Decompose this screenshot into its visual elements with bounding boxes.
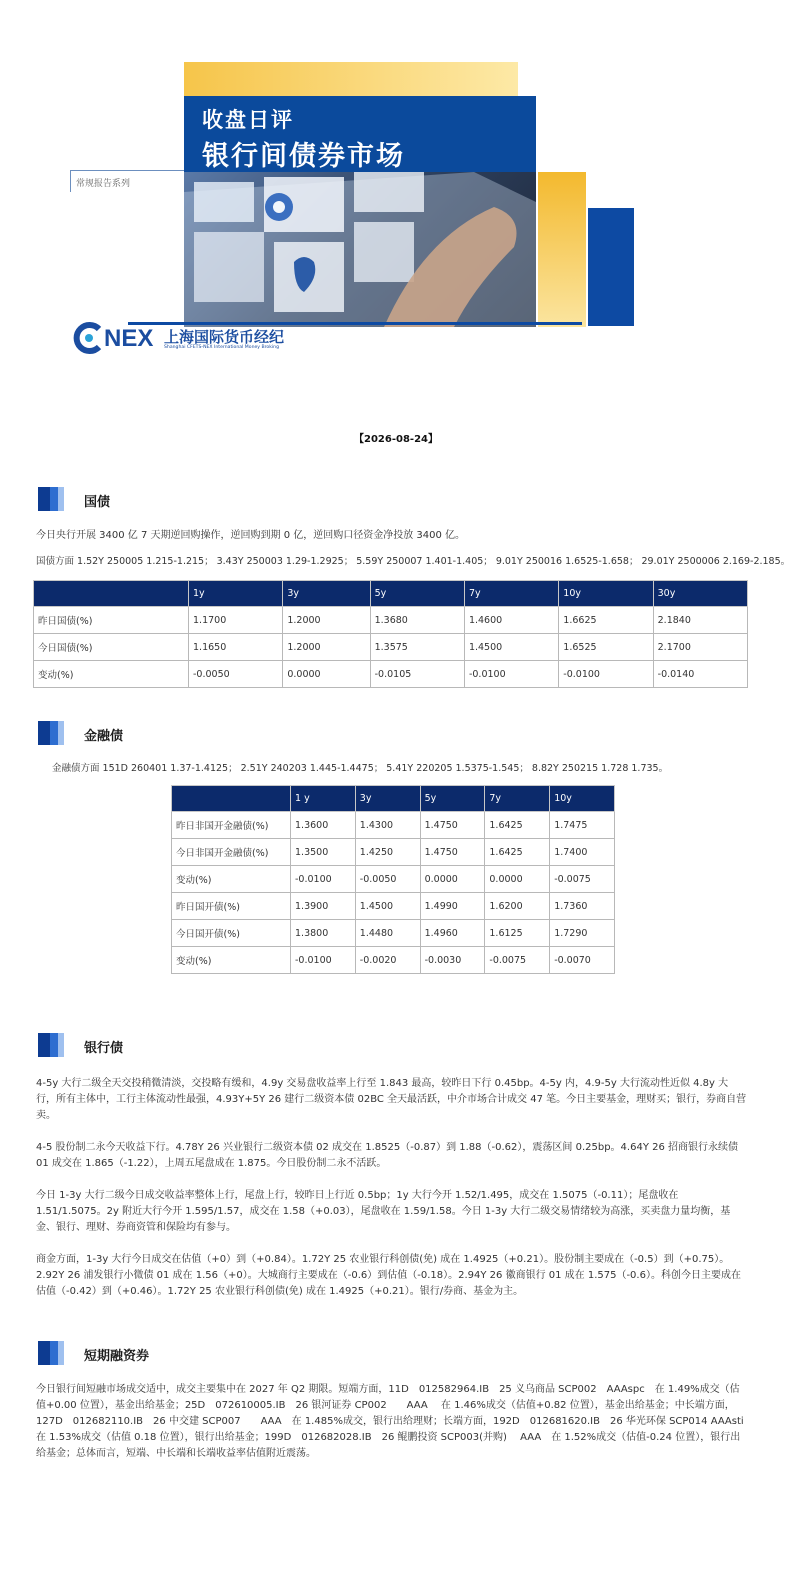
series-rule-vertical (70, 170, 71, 192)
table-row (172, 866, 615, 893)
cell: 1.4250 (355, 839, 420, 866)
cell: 0.0000 (485, 866, 550, 893)
cell: 0.0000 (283, 661, 370, 688)
cell: 1.3900 (291, 893, 356, 920)
govt-yield-table (33, 580, 748, 688)
cell: 1.7290 (550, 920, 615, 947)
bank-paragraph-3: 今日 1-3y 大行二级今日成交收益率整体上行，尾盘上行，较昨日上行近 0.5bp；1y 大行今开 1.52/1.495，成交在 1.5075（-0.11）；尾盘收在 1.51/1.5075。2y 附近大行今开 1.595/1.57，成交在 1.58（+0.03），尾盘收在 1.59/1.58。今日 1-3y 大行二级交易情绪较为高涨，买卖盘力量均衡，基金、银行、理财、券商资管和保险均有参与。 (36, 1190, 731, 1233)
cell: 1.1700 (189, 607, 283, 634)
cell: 1.7360 (550, 893, 615, 920)
table-row (172, 947, 615, 974)
cell: -0.0100 (291, 947, 356, 974)
govt-header-30y: 30y (653, 581, 747, 607)
row-label: 变动(%) (172, 866, 291, 893)
tablet-dashboard-image (184, 172, 536, 327)
cell: 1.4500 (355, 893, 420, 920)
cover-photo (184, 172, 536, 327)
logo-company-en: Shanghai CFETS-NEX International Money Broking (164, 345, 279, 350)
bank-paragraph-2: 4-5 股份制二永今天收益下行。4.78Y 26 兴业银行二级资本债 02 成交在 1.8525（-0.87）到 1.88（-0.62），震荡区间 0.25bp。4.64Y 26 招商银行永续债 01 成交在 1.865（-1.22），上周五尾盘成在 1.875。今日股份制二永不活跃。 (36, 1142, 739, 1169)
govt-header-3y: 3y (283, 581, 370, 607)
row-label: 昨日非国开金融债(%) (172, 812, 291, 839)
section-bar-icon (38, 1033, 66, 1057)
cell: 1.6425 (485, 839, 550, 866)
cell: 1.4300 (355, 812, 420, 839)
cell: -0.0105 (370, 661, 464, 688)
row-label: 今日非国开金融债(%) (172, 839, 291, 866)
section-bar-icon (38, 487, 66, 511)
bank-paragraph-4: 商金方面，1-3y 大行今日成交在估值（+0）到（+0.84）。1.72Y 25 农业银行科创债(免) 成在 1.4925（+0.21）。股份制主要成在（-0.5）到（+0.75）。2.92Y 26 浦发银行小微债 01 成在 1.56（+0）。大城商行主要成在（-0.6）到估值（-0.18）。2.94Y 26 徽商银行 01 成在 1.575（-0.6）。科创今日主要成在估值（-0.42）到（+0.46）。1.72Y 25 农业银行科创债(免) 成在 1.4925（+0.21）。银行/券商、基金为主。 (36, 1254, 741, 1297)
cell: 2.1700 (653, 634, 747, 661)
fin-header-3y: 3y (355, 786, 420, 812)
cell: -0.0100 (559, 661, 653, 688)
cell: 1.4960 (420, 920, 485, 947)
cell: -0.0100 (464, 661, 558, 688)
govt-header-7y: 7y (464, 581, 558, 607)
govt-paragraph-2: 国债方面 1.52Y 250005 1.215-1.215； 3.43Y 250003 1.29-1.2925； 5.59Y 250007 1.401-1.405； 9.01Y 250016 1.6525-1.658； 29.01Y 2500006 2.169-2.185。 (36, 556, 791, 567)
cell: 1.6200 (485, 893, 550, 920)
govt-header-10y: 10y (559, 581, 653, 607)
table-row (172, 812, 615, 839)
table-row (34, 661, 748, 688)
govt-header-1y: 1y (189, 581, 283, 607)
row-label: 变动(%) (172, 947, 291, 974)
cell: 1.6125 (485, 920, 550, 947)
cell: -0.0075 (485, 947, 550, 974)
section-title-short: 短期融资券 (84, 1349, 150, 1364)
logo-mark-icon (72, 322, 106, 354)
cell: 1.6625 (559, 607, 653, 634)
bank-paragraph-1: 4-5y 大行二级全天交投稍微清淡，交投略有缓和，4.9y 交易盘收益率上行至 1.843 最高，较昨日下行 0.45bp。4-5y 内，4.9-5y 大行流动性近似 4.8y 大行，所有主体中，工行主体流动性最强，4.93Y+5Y 26 建行二级资本债 02BC 全天最活跃，中介市场合计成交 47 笔。今日主要基金，理财买；银行，券商自营卖。 (36, 1078, 747, 1121)
fin-header-10y: 10y (550, 786, 615, 812)
report-date: 【2026-08-24】 (354, 434, 438, 445)
fin-paragraph-1: 金融债方面 151D 260401 1.37-1.4125； 2.51Y 240203 1.445-1.4475； 5.41Y 220205 1.5375-1.545； 8.82Y 250215 1.728 1.735。 (52, 763, 669, 774)
cell: 1.3800 (291, 920, 356, 947)
fin-header-7y: 7y (485, 786, 550, 812)
cell: 1.3680 (370, 607, 464, 634)
table-row (172, 920, 615, 947)
cell: 1.6525 (559, 634, 653, 661)
cell: -0.0050 (355, 866, 420, 893)
cell: 1.4600 (464, 607, 558, 634)
row-label: 今日国开债(%) (172, 920, 291, 947)
fin-header-1y: 1 y (291, 786, 356, 812)
cell: -0.0030 (420, 947, 485, 974)
section-title-govt: 国债 (84, 495, 111, 510)
row-label: 今日国债(%) (34, 634, 189, 661)
cell: -0.0070 (550, 947, 615, 974)
cell: 1.6425 (485, 812, 550, 839)
report-subtitle: 银行间债券市场 (202, 141, 405, 172)
cell: 1.4480 (355, 920, 420, 947)
cover-yellow-band (184, 62, 518, 100)
logo-company-name: 上海国际货币经纪 (164, 328, 285, 346)
table-row (34, 634, 748, 661)
cover-gold-block (538, 172, 586, 327)
cell: 1.2000 (283, 634, 370, 661)
fin-header-blank (172, 786, 291, 812)
cell: 1.7475 (550, 812, 615, 839)
govt-paragraph-1: 今日央行开展 3400 亿 7 天期逆回购操作，逆回购到期 0 亿，逆回购口径资金净投放 3400 亿。 (36, 530, 466, 541)
series-rule (70, 170, 184, 171)
cell: 2.1840 (653, 607, 747, 634)
govt-header-5y: 5y (370, 581, 464, 607)
cell: 0.0000 (420, 866, 485, 893)
row-label: 昨日国债(%) (34, 607, 189, 634)
cell: -0.0140 (653, 661, 747, 688)
cell: -0.0075 (550, 866, 615, 893)
cell: 1.4750 (420, 839, 485, 866)
cell: -0.0020 (355, 947, 420, 974)
cell: 1.7400 (550, 839, 615, 866)
cell: 1.1650 (189, 634, 283, 661)
section-title-fin: 金融债 (84, 729, 124, 744)
company-logo (72, 322, 312, 358)
govt-header-blank (34, 581, 189, 607)
fin-yield-table (171, 785, 615, 974)
logo-nex-text: NEX (104, 325, 154, 352)
cell: -0.0050 (189, 661, 283, 688)
cell: 1.3600 (291, 812, 356, 839)
series-label: 常规报告系列 (76, 179, 131, 189)
cover-blue-block (588, 208, 634, 326)
cell: 1.4990 (420, 893, 485, 920)
short-paragraph-1: 今日银行间短融市场成交适中，成交主要集中在 2027 年 Q2 期限。短端方面，11D 012582964.IB 25 义乌商品 SCP002 AAAspc 在 1.49%成交（估值+0.00 位置），基金出给基金；25D 072610005.IB 26 银河证券 CP002 AAA 在 1.46%成交（估值+0.82 位置），基金出给基金；中长端方面，127D 012682110.IB 26 中交建 SCP007 AAA 在 1.485%成交，银行出给理财；长端方面，192D 012681620.IB 26 华光环保 SCP014 AAAsti 在 1.53%成交（估值 0.18 位置），银行出给基金；199D 012682028.IB 26 鲲鹏投资 SCP003(并购) AAA 在 1.52%成交（估值-0.24 位置），银行出给基金；总体而言，短端、中长端和长端收益率估值附近震荡。 (36, 1384, 744, 1459)
table-row (34, 607, 748, 634)
section-bar-icon (38, 1341, 66, 1365)
fin-header-5y: 5y (420, 786, 485, 812)
cell: 1.3575 (370, 634, 464, 661)
table-row (172, 839, 615, 866)
cell: 1.4750 (420, 812, 485, 839)
cell: 1.4500 (464, 634, 558, 661)
report-title: 收盘日评 (202, 108, 294, 132)
cell: 1.3500 (291, 839, 356, 866)
section-title-bank: 银行债 (84, 1041, 124, 1056)
row-label: 变动(%) (34, 661, 189, 688)
cell: -0.0100 (291, 866, 356, 893)
row-label: 昨日国开债(%) (172, 893, 291, 920)
cell: 1.2000 (283, 607, 370, 634)
table-row (172, 893, 615, 920)
section-bar-icon (38, 721, 66, 745)
